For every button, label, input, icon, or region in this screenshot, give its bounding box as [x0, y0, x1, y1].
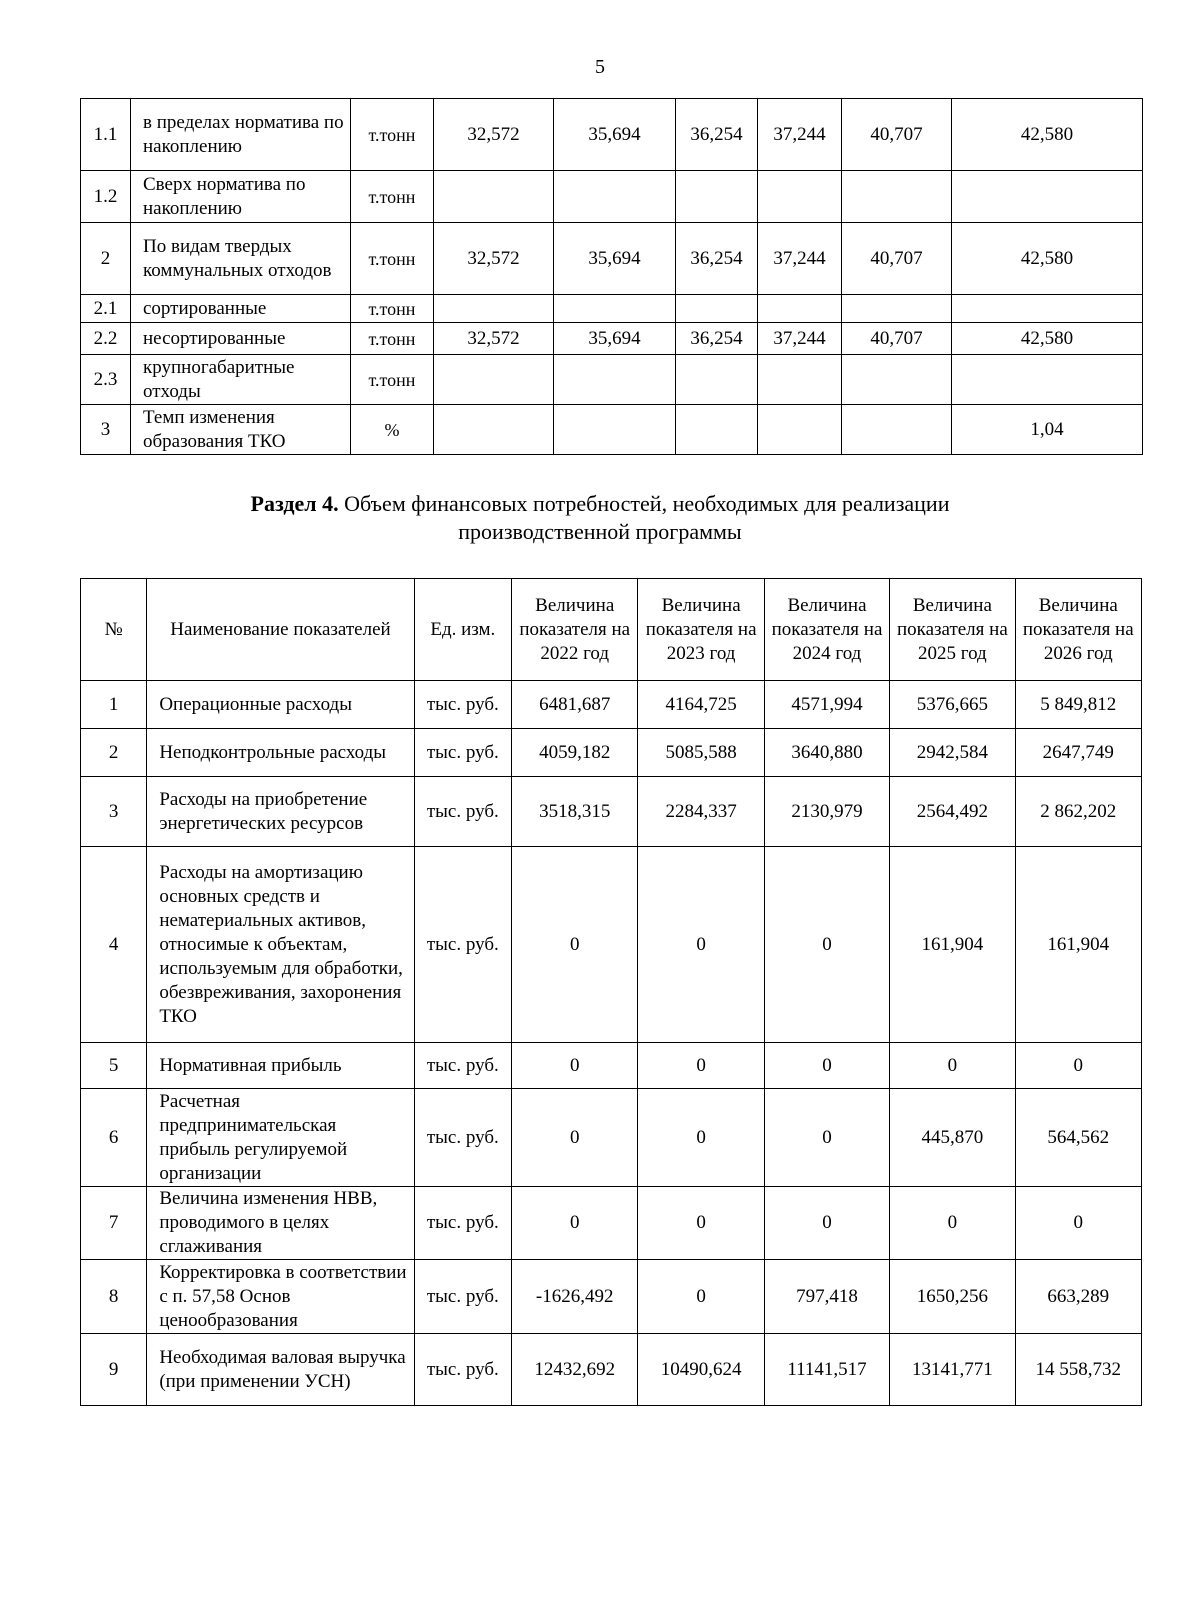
value-cell: 0 — [764, 1187, 889, 1260]
value-cell: 36,254 — [676, 223, 758, 295]
value-cell — [842, 405, 952, 455]
header-num: № — [81, 579, 147, 681]
row-unit: т.тонн — [351, 295, 434, 323]
table-row — [81, 355, 1143, 405]
value-cell: 35,694 — [554, 323, 676, 355]
row-number: 2.3 — [81, 355, 131, 405]
value-cell: -1626,492 — [512, 1260, 638, 1334]
value-cell: 42,580 — [952, 99, 1143, 171]
header-year-2026: Величина показателя на 2026 год — [1015, 579, 1141, 681]
value-cell: 0 — [1015, 1187, 1141, 1260]
value-cell: 2942,584 — [890, 729, 1015, 777]
value-cell: 11141,517 — [764, 1334, 889, 1406]
value-cell: 0 — [638, 1043, 764, 1089]
value-cell — [952, 355, 1143, 405]
row-unit: тыс. руб. — [414, 1260, 511, 1334]
table-row — [81, 405, 1143, 455]
value-cell: 0 — [638, 1260, 764, 1334]
value-cell — [434, 295, 554, 323]
row-number: 3 — [81, 777, 147, 847]
value-cell: 42,580 — [952, 223, 1143, 295]
value-cell — [758, 295, 842, 323]
row-number: 2 — [81, 729, 147, 777]
table-row — [81, 1043, 1142, 1089]
value-cell: 4571,994 — [764, 681, 889, 729]
row-number: 5 — [81, 1043, 147, 1089]
table-row — [81, 777, 1142, 847]
row-number: 1 — [81, 681, 147, 729]
value-cell: 37,244 — [758, 99, 842, 171]
row-name: сортированные — [131, 295, 351, 323]
row-unit: т.тонн — [351, 355, 434, 405]
value-cell — [676, 405, 758, 455]
header-name: Наименование показателей — [147, 579, 414, 681]
row-name: Корректировка в соответствии с п. 57,58 Основ ценообразования — [147, 1260, 414, 1334]
value-cell: 0 — [638, 847, 764, 1043]
value-cell: 4059,182 — [512, 729, 638, 777]
row-unit: т.тонн — [351, 223, 434, 295]
row-name: Величина изменения НВВ, проводимого в целях сглаживания — [147, 1187, 414, 1260]
row-number: 7 — [81, 1187, 147, 1260]
value-cell: 1650,256 — [890, 1260, 1015, 1334]
header-year-2024: Величина показателя на 2024 год — [764, 579, 889, 681]
table-row — [81, 99, 1143, 171]
value-cell: 14 558,732 — [1015, 1334, 1141, 1406]
value-cell: 0 — [890, 1043, 1015, 1089]
row-unit: тыс. руб. — [414, 1334, 511, 1406]
header-year-2023: Величина показателя на 2023 год — [638, 579, 764, 681]
value-cell: 0 — [512, 847, 638, 1043]
value-cell: 0 — [512, 1089, 638, 1187]
row-unit: тыс. руб. — [414, 1043, 511, 1089]
header-year-2025: Величина показателя на 2025 год — [890, 579, 1015, 681]
value-cell — [434, 355, 554, 405]
value-cell: 161,904 — [890, 847, 1015, 1043]
row-number: 1.2 — [81, 171, 131, 223]
row-unit: % — [351, 405, 434, 455]
row-number: 2.2 — [81, 323, 131, 355]
section-title-line2: производственной программы — [458, 519, 742, 544]
value-cell: 0 — [1015, 1043, 1141, 1089]
value-cell: 42,580 — [952, 323, 1143, 355]
row-unit: т.тонн — [351, 171, 434, 223]
row-unit: тыс. руб. — [414, 1187, 511, 1260]
page-number: 5 — [595, 56, 605, 78]
value-cell: 5085,588 — [638, 729, 764, 777]
value-cell: 2647,749 — [1015, 729, 1141, 777]
value-cell: 40,707 — [842, 223, 952, 295]
row-unit: тыс. руб. — [414, 1089, 511, 1187]
value-cell — [842, 171, 952, 223]
waste-volume-table — [80, 98, 1143, 455]
value-cell — [554, 355, 676, 405]
value-cell — [758, 171, 842, 223]
row-unit: т.тонн — [351, 99, 434, 171]
table-header-row — [81, 579, 1142, 681]
row-name: Необходимая валовая выручка (при применении УСН) — [147, 1334, 414, 1406]
row-number: 3 — [81, 405, 131, 455]
value-cell: 0 — [512, 1043, 638, 1089]
value-cell — [842, 355, 952, 405]
row-number: 1.1 — [81, 99, 131, 171]
row-number: 9 — [81, 1334, 147, 1406]
value-cell — [676, 355, 758, 405]
table-row — [81, 171, 1143, 223]
value-cell: 5376,665 — [890, 681, 1015, 729]
value-cell: 2 862,202 — [1015, 777, 1141, 847]
row-name: Сверх норматива по накоплению — [131, 171, 351, 223]
value-cell: 5 849,812 — [1015, 681, 1141, 729]
value-cell: 1,04 — [952, 405, 1143, 455]
value-cell — [676, 171, 758, 223]
value-cell: 13141,771 — [890, 1334, 1015, 1406]
row-number: 2.1 — [81, 295, 131, 323]
value-cell: 32,572 — [434, 323, 554, 355]
section-label: Раздел 4. — [250, 491, 339, 516]
row-name: Неподконтрольные расходы — [147, 729, 414, 777]
row-unit: тыс. руб. — [414, 777, 511, 847]
value-cell: 0 — [764, 847, 889, 1043]
value-cell — [952, 171, 1143, 223]
row-name: Нормативная прибыль — [147, 1043, 414, 1089]
row-number: 2 — [81, 223, 131, 295]
financial-needs-table — [80, 578, 1142, 1406]
value-cell — [554, 295, 676, 323]
table-row — [81, 223, 1143, 295]
value-cell — [952, 295, 1143, 323]
row-name: Расходы на амортизацию основных средств и нематериальных активов, относимые к объектам, используемым для обработки, обезвреживания, захоронения ТКО — [147, 847, 414, 1043]
table-row — [81, 1187, 1142, 1260]
row-unit: т.тонн — [351, 323, 434, 355]
value-cell: 12432,692 — [512, 1334, 638, 1406]
row-name: несортированные — [131, 323, 351, 355]
value-cell — [758, 405, 842, 455]
section-title — [0, 490, 1200, 546]
table-row — [81, 847, 1142, 1043]
value-cell: 0 — [764, 1043, 889, 1089]
table-row — [81, 681, 1142, 729]
row-name: Расходы на приобретение энергетических ресурсов — [147, 777, 414, 847]
value-cell: 40,707 — [842, 323, 952, 355]
value-cell: 2130,979 — [764, 777, 889, 847]
value-cell: 0 — [638, 1089, 764, 1187]
value-cell — [554, 405, 676, 455]
table-row — [81, 1089, 1142, 1187]
value-cell: 3640,880 — [764, 729, 889, 777]
table-row — [81, 323, 1143, 355]
row-number: 4 — [81, 847, 147, 1043]
table-row — [81, 295, 1143, 323]
row-name: Темп изменения образования ТКО — [131, 405, 351, 455]
row-unit: тыс. руб. — [414, 729, 511, 777]
row-name: крупногабаритные отходы — [131, 355, 351, 405]
value-cell: 2284,337 — [638, 777, 764, 847]
value-cell: 663,289 — [1015, 1260, 1141, 1334]
value-cell: 32,572 — [434, 223, 554, 295]
section-title-line1: Объем финансовых потребностей, необходимых для реализации — [338, 491, 950, 516]
value-cell: 445,870 — [890, 1089, 1015, 1187]
table-row — [81, 729, 1142, 777]
row-unit: тыс. руб. — [414, 847, 511, 1043]
header-year-2022: Величина показателя на 2022 год — [512, 579, 638, 681]
value-cell: 35,694 — [554, 99, 676, 171]
value-cell: 36,254 — [676, 99, 758, 171]
value-cell: 564,562 — [1015, 1089, 1141, 1187]
value-cell: 32,572 — [434, 99, 554, 171]
value-cell — [434, 171, 554, 223]
value-cell — [434, 405, 554, 455]
value-cell: 797,418 — [764, 1260, 889, 1334]
value-cell: 35,694 — [554, 223, 676, 295]
value-cell — [554, 171, 676, 223]
value-cell: 0 — [638, 1187, 764, 1260]
value-cell — [758, 355, 842, 405]
header-unit: Ед. изм. — [414, 579, 511, 681]
row-name: По видам твердых коммунальных отходов — [131, 223, 351, 295]
value-cell — [842, 295, 952, 323]
table-row — [81, 1260, 1142, 1334]
value-cell: 3518,315 — [512, 777, 638, 847]
value-cell: 161,904 — [1015, 847, 1141, 1043]
value-cell: 2564,492 — [890, 777, 1015, 847]
row-name: в пределах норматива по накоплению — [131, 99, 351, 171]
value-cell: 0 — [890, 1187, 1015, 1260]
value-cell: 6481,687 — [512, 681, 638, 729]
value-cell: 10490,624 — [638, 1334, 764, 1406]
row-number: 6 — [81, 1089, 147, 1187]
table-row — [81, 1334, 1142, 1406]
value-cell: 36,254 — [676, 323, 758, 355]
value-cell: 0 — [764, 1089, 889, 1187]
value-cell: 37,244 — [758, 323, 842, 355]
row-unit: тыс. руб. — [414, 681, 511, 729]
row-name: Расчетная предпринимательская прибыль регулируемой организации — [147, 1089, 414, 1187]
value-cell: 4164,725 — [638, 681, 764, 729]
value-cell: 37,244 — [758, 223, 842, 295]
value-cell: 40,707 — [842, 99, 952, 171]
row-number: 8 — [81, 1260, 147, 1334]
value-cell: 0 — [512, 1187, 638, 1260]
value-cell — [676, 295, 758, 323]
row-name: Операционные расходы — [147, 681, 414, 729]
